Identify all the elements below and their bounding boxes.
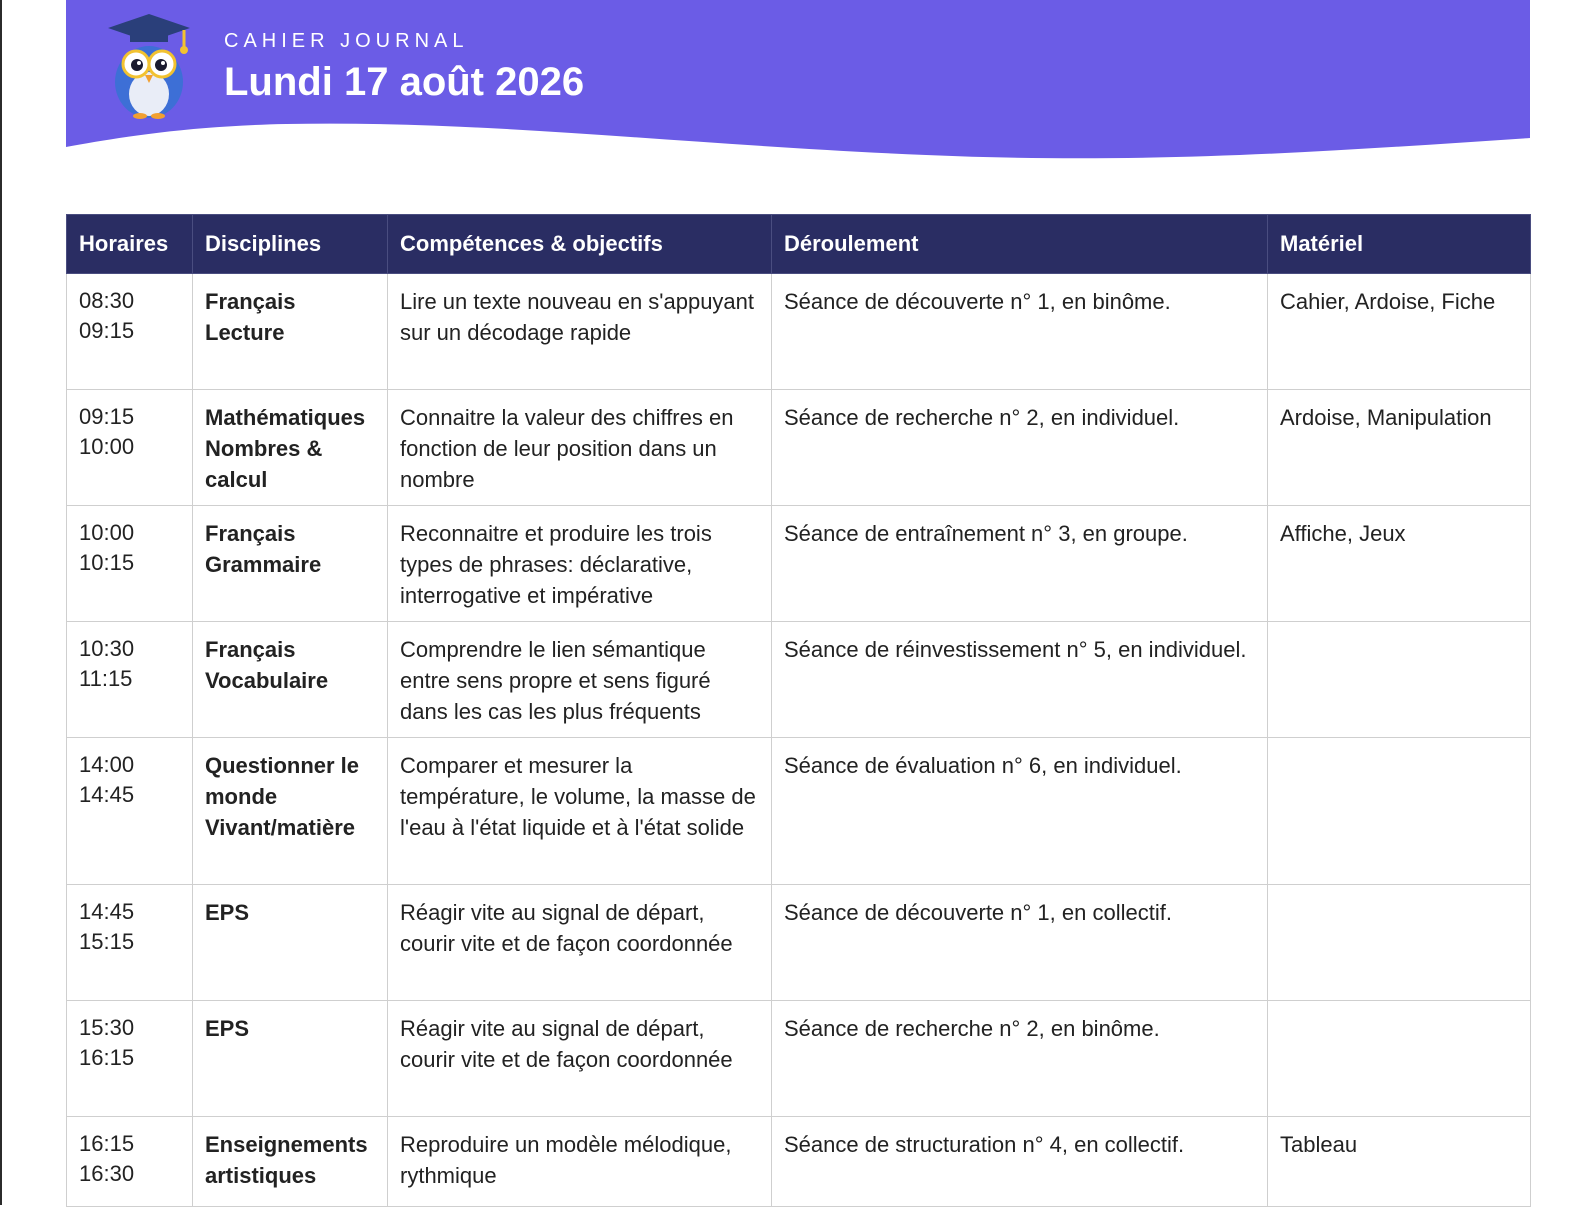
header-row [67,215,1531,274]
header-eyebrow: CAHIER JOURNAL [224,30,469,52]
materiel-cell: Affiche, Jeux [1268,506,1531,622]
time-cell [67,506,193,622]
discipline-cell [193,885,388,1001]
left-edge-rule [0,0,2,1205]
time-cell [67,622,193,738]
table-body [67,274,1531,1207]
competence-cell: Reproduire un modèle mélodique, rythmique [388,1117,772,1207]
end-time: 10:00 [79,434,135,459]
table-row [67,1001,1531,1117]
subdiscipline-name: Vocabulaire [205,668,329,693]
discipline-name: Français [205,637,296,662]
competence-cell: Comprendre le lien sémantique entre sens propre et sens figuré dans les cas les plus fréquents [388,622,772,738]
table-header [67,215,1531,274]
end-time: 09:15 [79,318,135,343]
deroulement-cell: Séance de découverte n° 1, en binôme. [772,274,1268,390]
competence-cell: Réagir vite au signal de départ, courir vite et de façon coordonnée [388,1001,772,1117]
materiel-cell: Cahier, Ardoise, Fiche [1268,274,1531,390]
time-cell [67,738,193,885]
end-time: 16:15 [79,1045,135,1070]
start-time: 09:15 [79,404,135,429]
discipline-name: EPS [205,1016,250,1041]
column-header-deroulement: Déroulement [772,215,1268,274]
end-time: 15:15 [79,929,135,954]
time-cell [67,390,193,506]
page-title: Lundi 17 août 2026 [224,60,585,104]
owl-mascot-logo [106,12,192,120]
start-time: 08:30 [79,288,135,313]
discipline-cell [193,506,388,622]
discipline-name: Questionner le monde [205,753,360,809]
competence-cell: Lire un texte nouveau en s'appuyant sur un décodage rapide [388,274,772,390]
start-time: 16:15 [79,1131,135,1156]
page-header [66,0,1530,160]
start-time: 14:00 [79,752,135,777]
schedule-table [66,214,1531,1207]
discipline-cell [193,622,388,738]
time-cell [67,1001,193,1117]
deroulement-cell: Séance de découverte n° 1, en collectif. [772,885,1268,1001]
table-row [67,274,1531,390]
start-time: 14:45 [79,899,135,924]
end-time: 11:15 [79,666,133,691]
materiel-cell [1268,738,1531,885]
deroulement-cell: Séance de entraînement n° 3, en groupe. [772,506,1268,622]
deroulement-cell: Séance de recherche n° 2, en binôme. [772,1001,1268,1117]
column-header-horaires: Horaires [67,215,193,274]
discipline-cell [193,274,388,390]
start-time: 15:30 [79,1015,135,1040]
subdiscipline-name: Lecture [205,320,285,345]
competence-cell: Comparer et mesurer la température, le volume, la masse de l'eau à l'état liquide et à l'état solide [388,738,772,885]
competence-cell: Reconnaitre et produire les trois types de phrases: déclarative, interrogative et impérative [388,506,772,622]
time-cell [67,885,193,1001]
table-row [67,390,1531,506]
discipline-cell [193,390,388,506]
discipline-cell [193,1117,388,1207]
materiel-cell [1268,885,1531,1001]
column-header-competences: Compétences & objectifs [388,215,772,274]
competence-cell: Connaitre la valeur des chiffres en fonction de leur position dans un nombre [388,390,772,506]
end-time: 14:45 [79,782,135,807]
materiel-cell [1268,1001,1531,1117]
materiel-cell: Tableau [1268,1117,1531,1207]
discipline-cell [193,1001,388,1117]
table-row [67,1117,1531,1207]
subdiscipline-name: Nombres & calcul [205,436,323,492]
deroulement-cell: Séance de structuration n° 4, en collectif. [772,1117,1268,1207]
discipline-name: Français [205,521,296,546]
subdiscipline-name: Vivant/matière [205,815,356,840]
deroulement-cell: Séance de réinvestissement n° 5, en individuel. [772,622,1268,738]
discipline-cell [193,738,388,885]
materiel-cell: Ardoise, Manipulation [1268,390,1531,506]
materiel-cell [1268,622,1531,738]
time-cell [67,1117,193,1207]
deroulement-cell: Séance de recherche n° 2, en individuel. [772,390,1268,506]
discipline-name: EPS [205,900,250,925]
subdiscipline-name: Grammaire [205,552,322,577]
discipline-name: Mathématiques [205,405,366,430]
end-time: 16:30 [79,1161,135,1186]
time-cell [67,274,193,390]
start-time: 10:00 [79,520,135,545]
discipline-name: Enseignements artistiques [205,1132,368,1188]
start-time: 10:30 [79,636,135,661]
column-header-disciplines: Disciplines [193,215,388,274]
deroulement-cell: Séance de évaluation n° 6, en individuel. [772,738,1268,885]
end-time: 10:15 [79,550,135,575]
column-header-materiel: Matériel [1268,215,1531,274]
table-row [67,622,1531,738]
table-row [67,885,1531,1001]
table-row [67,506,1531,622]
competence-cell: Réagir vite au signal de départ, courir vite et de façon coordonnée [388,885,772,1001]
discipline-name: Français [205,289,296,314]
table-row [67,738,1531,885]
